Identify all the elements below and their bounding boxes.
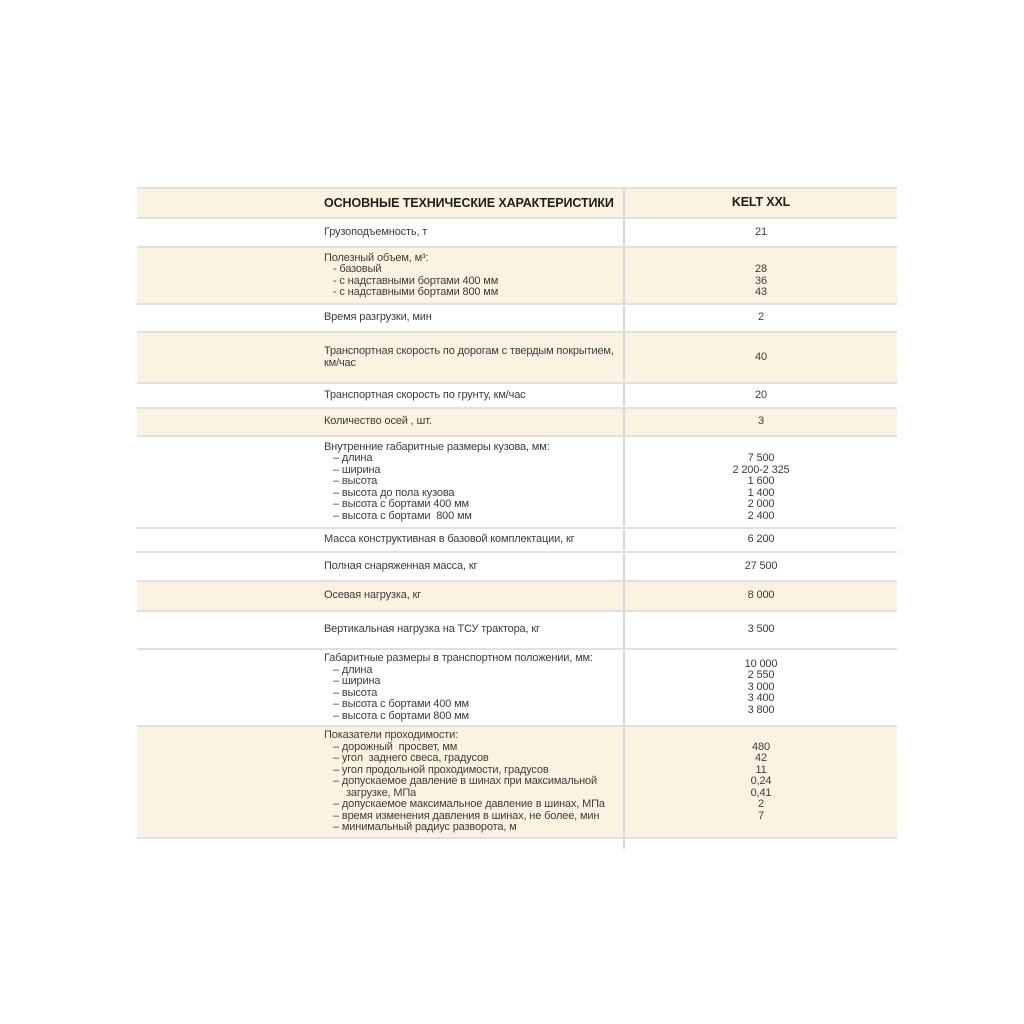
spec-sub-item: – высота с бортами 400 мм (333, 698, 469, 710)
spec-value: 6 200 (747, 533, 775, 546)
table-row (137, 612, 897, 650)
spec-value-cell (623, 219, 897, 246)
spec-label-cell (137, 529, 623, 551)
spec-label-cell (137, 305, 623, 331)
spec-label-cell (137, 553, 623, 580)
spec-title: Полная снаряженная масса, кг (324, 559, 478, 572)
spec-sub-item: – высота (333, 475, 378, 488)
spec-value: 1 600 (747, 475, 775, 488)
spec-value: 3 400 (747, 692, 775, 705)
spec-value: 0,24 (750, 775, 772, 787)
table-row (137, 219, 897, 248)
spec-value: 7 (758, 809, 764, 822)
table-row (137, 384, 897, 409)
spec-value-cell (623, 248, 897, 303)
spec-value-cell (623, 437, 897, 527)
table-title: ОСНОВНЫЕ ТЕХНИЧЕСКИЕ ХАРАКТЕРИСТИКИ (324, 195, 614, 210)
spec-value: 3 500 (747, 623, 775, 636)
spec-value: 27 500 (744, 559, 778, 572)
spec-value: 3 000 (747, 680, 775, 693)
column-divider-tail (623, 839, 625, 849)
table-row (137, 437, 897, 529)
spec-value: 480 (752, 740, 770, 753)
spec-value: 28 (755, 263, 767, 275)
table-row (137, 582, 897, 612)
spec-title: Полезный объем, м³: (324, 251, 429, 264)
spec-value: 42 (755, 752, 767, 764)
table-row (137, 553, 897, 582)
spec-label-cell (137, 582, 623, 610)
spec-value-cell (623, 529, 897, 551)
spec-title: Грузоподъемность, т (324, 225, 428, 238)
spec-value: 10 000 (744, 657, 778, 670)
spec-value: 2 400 (747, 509, 775, 522)
spec-sub-item: - с надставными бортами 400 мм (333, 274, 499, 287)
spec-value: 2 200-2 325 (732, 463, 790, 476)
spec-value: 20 (755, 388, 767, 401)
model-name: KELT XXL (731, 195, 791, 210)
spec-value-cell (623, 333, 897, 382)
table-row (137, 333, 897, 384)
spec-label-cell (137, 612, 623, 648)
spec-label-cell (137, 384, 623, 407)
spec-title: Показатели проходимости: (324, 729, 458, 741)
spec-title: Вертикальная нагрузка на ТСУ трактора, кг (324, 623, 540, 636)
spec-sub-item: - с надставными бортами 800 мм (333, 286, 499, 298)
spec-value: 2 000 (747, 498, 775, 511)
table-row (137, 409, 897, 437)
spec-label-cell (137, 409, 623, 435)
spec-sub-item: – минимальный радиус разворота, м (333, 821, 517, 833)
spec-table (137, 187, 897, 839)
spec-sub-item: – длина (333, 663, 373, 676)
spec-title: Транспортная скорость по дорогам с твердым покрытием, км/час (324, 345, 617, 369)
spec-title: Транспортная скорость по грунту, км/час (324, 388, 526, 401)
spec-value: 40 (755, 350, 767, 363)
spec-value-cell (623, 305, 897, 331)
spec-sub-item: – угол заднего свеса, градусов (333, 752, 489, 764)
spec-label-cell (137, 219, 623, 246)
spec-value: 7 500 (747, 452, 775, 465)
spec-value: 1 400 (747, 486, 775, 499)
spec-sub-item: – высота с бортами 400 мм (333, 498, 469, 511)
table-row (137, 305, 897, 333)
spec-value: 3 (758, 415, 764, 428)
spec-sub-item: – допускаемое давление в шинах при максимальной загрузке, МПа (333, 775, 600, 799)
spec-value-cell (623, 553, 897, 580)
table-body (137, 219, 897, 839)
spec-value: 36 (755, 274, 767, 287)
spec-title: Время разгрузки, мин (324, 311, 432, 324)
spec-sub-item: - базовый (333, 263, 382, 275)
spec-value-cell (623, 612, 897, 648)
spec-title: Габаритные размеры в транспортном положении, мм: (324, 652, 593, 664)
spec-title: Количество осей , шт. (324, 415, 432, 428)
spec-label-cell (137, 650, 623, 725)
spec-value: 2 (758, 798, 764, 810)
spec-value: 21 (755, 225, 767, 238)
spec-sub-item: – высота с бортами 800 мм (333, 509, 472, 522)
spec-label-cell (137, 333, 623, 382)
spec-title: Масса конструктивная в базовой комплектации, кг (324, 533, 575, 546)
spec-sub-item: – высота с бортами 800 мм (333, 709, 469, 722)
table-row (137, 248, 897, 305)
spec-sub-item: – время изменения давления в шинах, не более, мин (333, 809, 600, 822)
spec-sub-item: – длина (333, 452, 373, 465)
spec-sub-item: – допускаемое максимальное давление в шинах, МПа (333, 798, 605, 810)
spec-title: Внутренние габаритные размеры кузова, мм: (324, 440, 550, 453)
spec-value-cell (623, 409, 897, 435)
spec-sub-item: – угол продольной проходимости, градусов (333, 763, 549, 776)
spec-value: 3 800 (747, 703, 775, 716)
spec-label-cell (137, 437, 623, 527)
spec-value-cell (623, 650, 897, 725)
table-title-cell (137, 189, 623, 217)
spec-value: 2 550 (747, 669, 775, 682)
spec-sub-item: – ширина (333, 463, 381, 476)
spec-value: 0,41 (750, 786, 772, 799)
table-row (137, 650, 897, 727)
table-header-row (137, 189, 897, 219)
spec-sub-item: – высота до пола кузова (333, 486, 455, 499)
spec-label-cell (137, 727, 623, 837)
spec-title: Осевая нагрузка, кг (324, 589, 422, 602)
spec-value-cell (623, 582, 897, 610)
spec-value: 8 000 (747, 589, 775, 602)
model-header-cell (623, 189, 897, 217)
spec-value-cell (623, 727, 897, 837)
spec-sub-item: – дорожный просвет, мм (333, 740, 458, 753)
spec-value: 2 (758, 311, 764, 324)
spec-value-cell (623, 384, 897, 407)
spec-sub-item: – ширина (333, 675, 381, 687)
spec-sub-item: – высота (333, 686, 378, 699)
spec-value: 43 (755, 286, 767, 298)
table-row (137, 529, 897, 553)
spec-label-cell (137, 248, 623, 303)
spec-value: 11 (755, 763, 767, 776)
table-row (137, 727, 897, 839)
